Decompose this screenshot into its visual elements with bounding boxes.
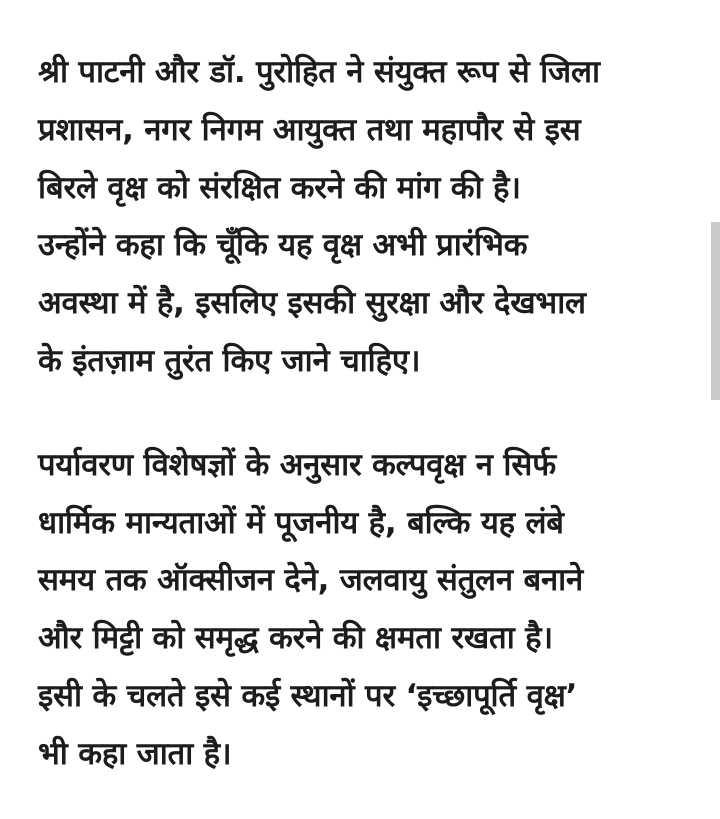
text-line: श्री पाटनी और डॉ. पुरोहित ने संयुक्त रूप से जिला <box>38 54 600 90</box>
text-line: समय तक ऑक्सीजन देने, जलवायु संतुलन बनाने <box>38 562 584 599</box>
scrollbar[interactable] <box>711 0 720 819</box>
text-line: धार्मिक मान्यताओं में पूजनीय है, बल्कि यह लंबे <box>38 504 564 541</box>
text-line: प्रशासन, नगर निगम आयुक्त तथा महापौर से इस <box>38 111 581 148</box>
text-line: उन्होंने कहा कि चूँकि यह वृक्ष अभी प्रारंभिक <box>38 227 528 264</box>
article-body <box>38 44 688 784</box>
paragraph-spacer <box>38 391 688 437</box>
text-line: पर्यावरण विशेषज्ञों के अनुसार कल्पवृक्ष न सिर्फ <box>38 446 556 483</box>
paragraph-1 <box>38 44 688 391</box>
scrollbar-thumb[interactable] <box>711 222 720 400</box>
text-line: बिरले वृक्ष को संरक्षित करने की मांग की है। <box>38 169 521 206</box>
text-line: इसी के चलते इसे कई स्थानों पर ‘इच्छापूर्ति वृक्ष’ <box>38 677 578 714</box>
text-line: और मिट्टी को समृद्ध करने की क्षमता रखता है। <box>38 620 553 657</box>
text-line: भी कहा जाता है। <box>38 735 232 772</box>
text-line: अवस्था में है, इसलिए इसकी सुरक्षा और देखभाल <box>38 285 586 322</box>
paragraph-2 <box>38 437 688 784</box>
text-line: के इंतज़ाम तुरंत किए जाने चाहिए। <box>38 342 421 379</box>
